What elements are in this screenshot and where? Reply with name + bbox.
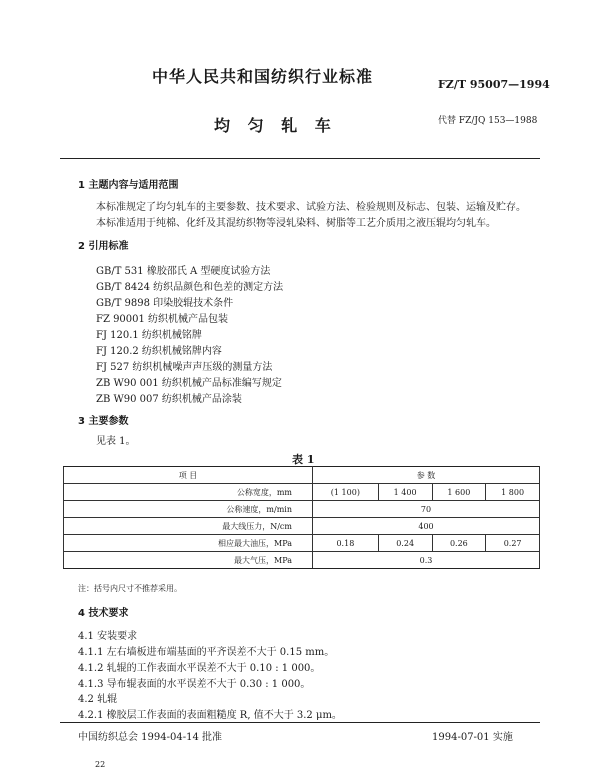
row-label: 相应最大油压，MPa [64,535,313,552]
table-cell: 1 400 [378,484,432,501]
table-row [64,518,540,535]
row-label: 公称宽度，mm [64,484,313,501]
parameters-table [63,466,540,569]
table-cell: 1 600 [432,484,486,501]
approval-line: 中国纺织总会 1994-04-14 批准 [78,732,223,743]
section-1-paragraph-2: 本标准适用于纯棉、化纤及其混纺织物等浸轧染料、树脂等工艺介质用之液压辊均匀轧车。 [96,218,496,229]
standard-code: FZ/T 95007—1994 [438,78,550,91]
section-3-text: 见表 1。 [96,436,136,447]
section-4-heading: 4 技术要求 [78,608,129,619]
clause-item: 4.2.1 橡胶层工作表面的表面粗糙度 R, 值不大于 3.2 μm。 [78,710,342,721]
page-number: 22 [95,760,106,769]
table-cell: (1 100) [313,484,379,501]
section-1-paragraph-1: 本标准规定了均匀轧车的主要参数、技术要求、试验方法、检验规则及标志、包装、运输及贮存。 [96,202,526,213]
document-title: 均 匀 轧 车 [214,116,337,135]
table-header-row [64,467,540,484]
row-label: 最大线压力，N/cm [64,518,313,535]
table-cell: 0.18 [313,535,379,552]
clause-item: 4.1 安装要求 [78,631,138,642]
table-caption: 表 1 [292,453,315,466]
reference-item: FJ 527 纺织机械噪声声压级的测量方法 [96,362,273,373]
implementation-date: 1994-07-01 实施 [432,732,513,743]
reference-item: FZ 90001 纺织机械产品包装 [96,314,229,325]
table-cell: 400 [313,518,540,535]
table-cell: 1 800 [486,484,540,501]
section-2-heading: 2 引用标准 [78,241,129,252]
table-cell: 0.27 [486,535,540,552]
row-label: 公称速度，m/min [64,501,313,518]
row-label: 最大气压，MPa [64,552,313,569]
table-row [64,552,540,569]
reference-item: GB/T 9898 印染胶辊技术条件 [96,298,234,309]
clause-item: 4.1.3 导布辊表面的水平误差不大于 0.30 : 1 000。 [78,679,311,690]
issuing-body-title: 中华人民共和国纺织行业标准 [152,67,374,86]
table-note: 注：括号内尺寸不推荐采用。 [78,584,182,593]
table-header-params: 参 数 [313,467,540,484]
reference-item: GB/T 531 橡胶邵氏 A 型硬度试验方法 [96,266,271,277]
section-3-heading: 3 主要参数 [78,416,129,427]
table-header-item: 项 目 [64,467,313,484]
header-divider [60,158,540,159]
clause-item: 4.2 轧辊 [78,694,118,705]
table-cell: 70 [313,501,540,518]
section-1-heading: 1 主题内容与适用范围 [78,180,179,191]
clause-item: 4.1.2 轧辊的工作表面水平误差不大于 0.10 : 1 000。 [78,663,321,674]
table-row [64,501,540,518]
table-cell: 0.24 [378,535,432,552]
replaced-standard: 代替 FZ/JQ 153—1988 [438,116,538,126]
reference-item: FJ 120.1 纺织机械铭牌 [96,330,202,341]
reference-item: GB/T 8424 纺织品颜色和色差的测定方法 [96,282,284,293]
reference-item: FJ 120.2 纺织机械铭牌内容 [96,346,222,357]
table-cell: 0.26 [432,535,486,552]
table-row [64,484,540,501]
footer-divider [60,722,540,723]
reference-item: ZB W90 001 纺织机械产品标准编写规定 [96,378,282,389]
table-cell: 0.3 [313,552,540,569]
clause-item: 4.1.1 左右墙板进布端基面的平齐误差不大于 0.15 mm。 [78,647,335,658]
reference-item: ZB W90 007 纺织机械产品涂装 [96,394,242,405]
table-row [64,535,540,552]
